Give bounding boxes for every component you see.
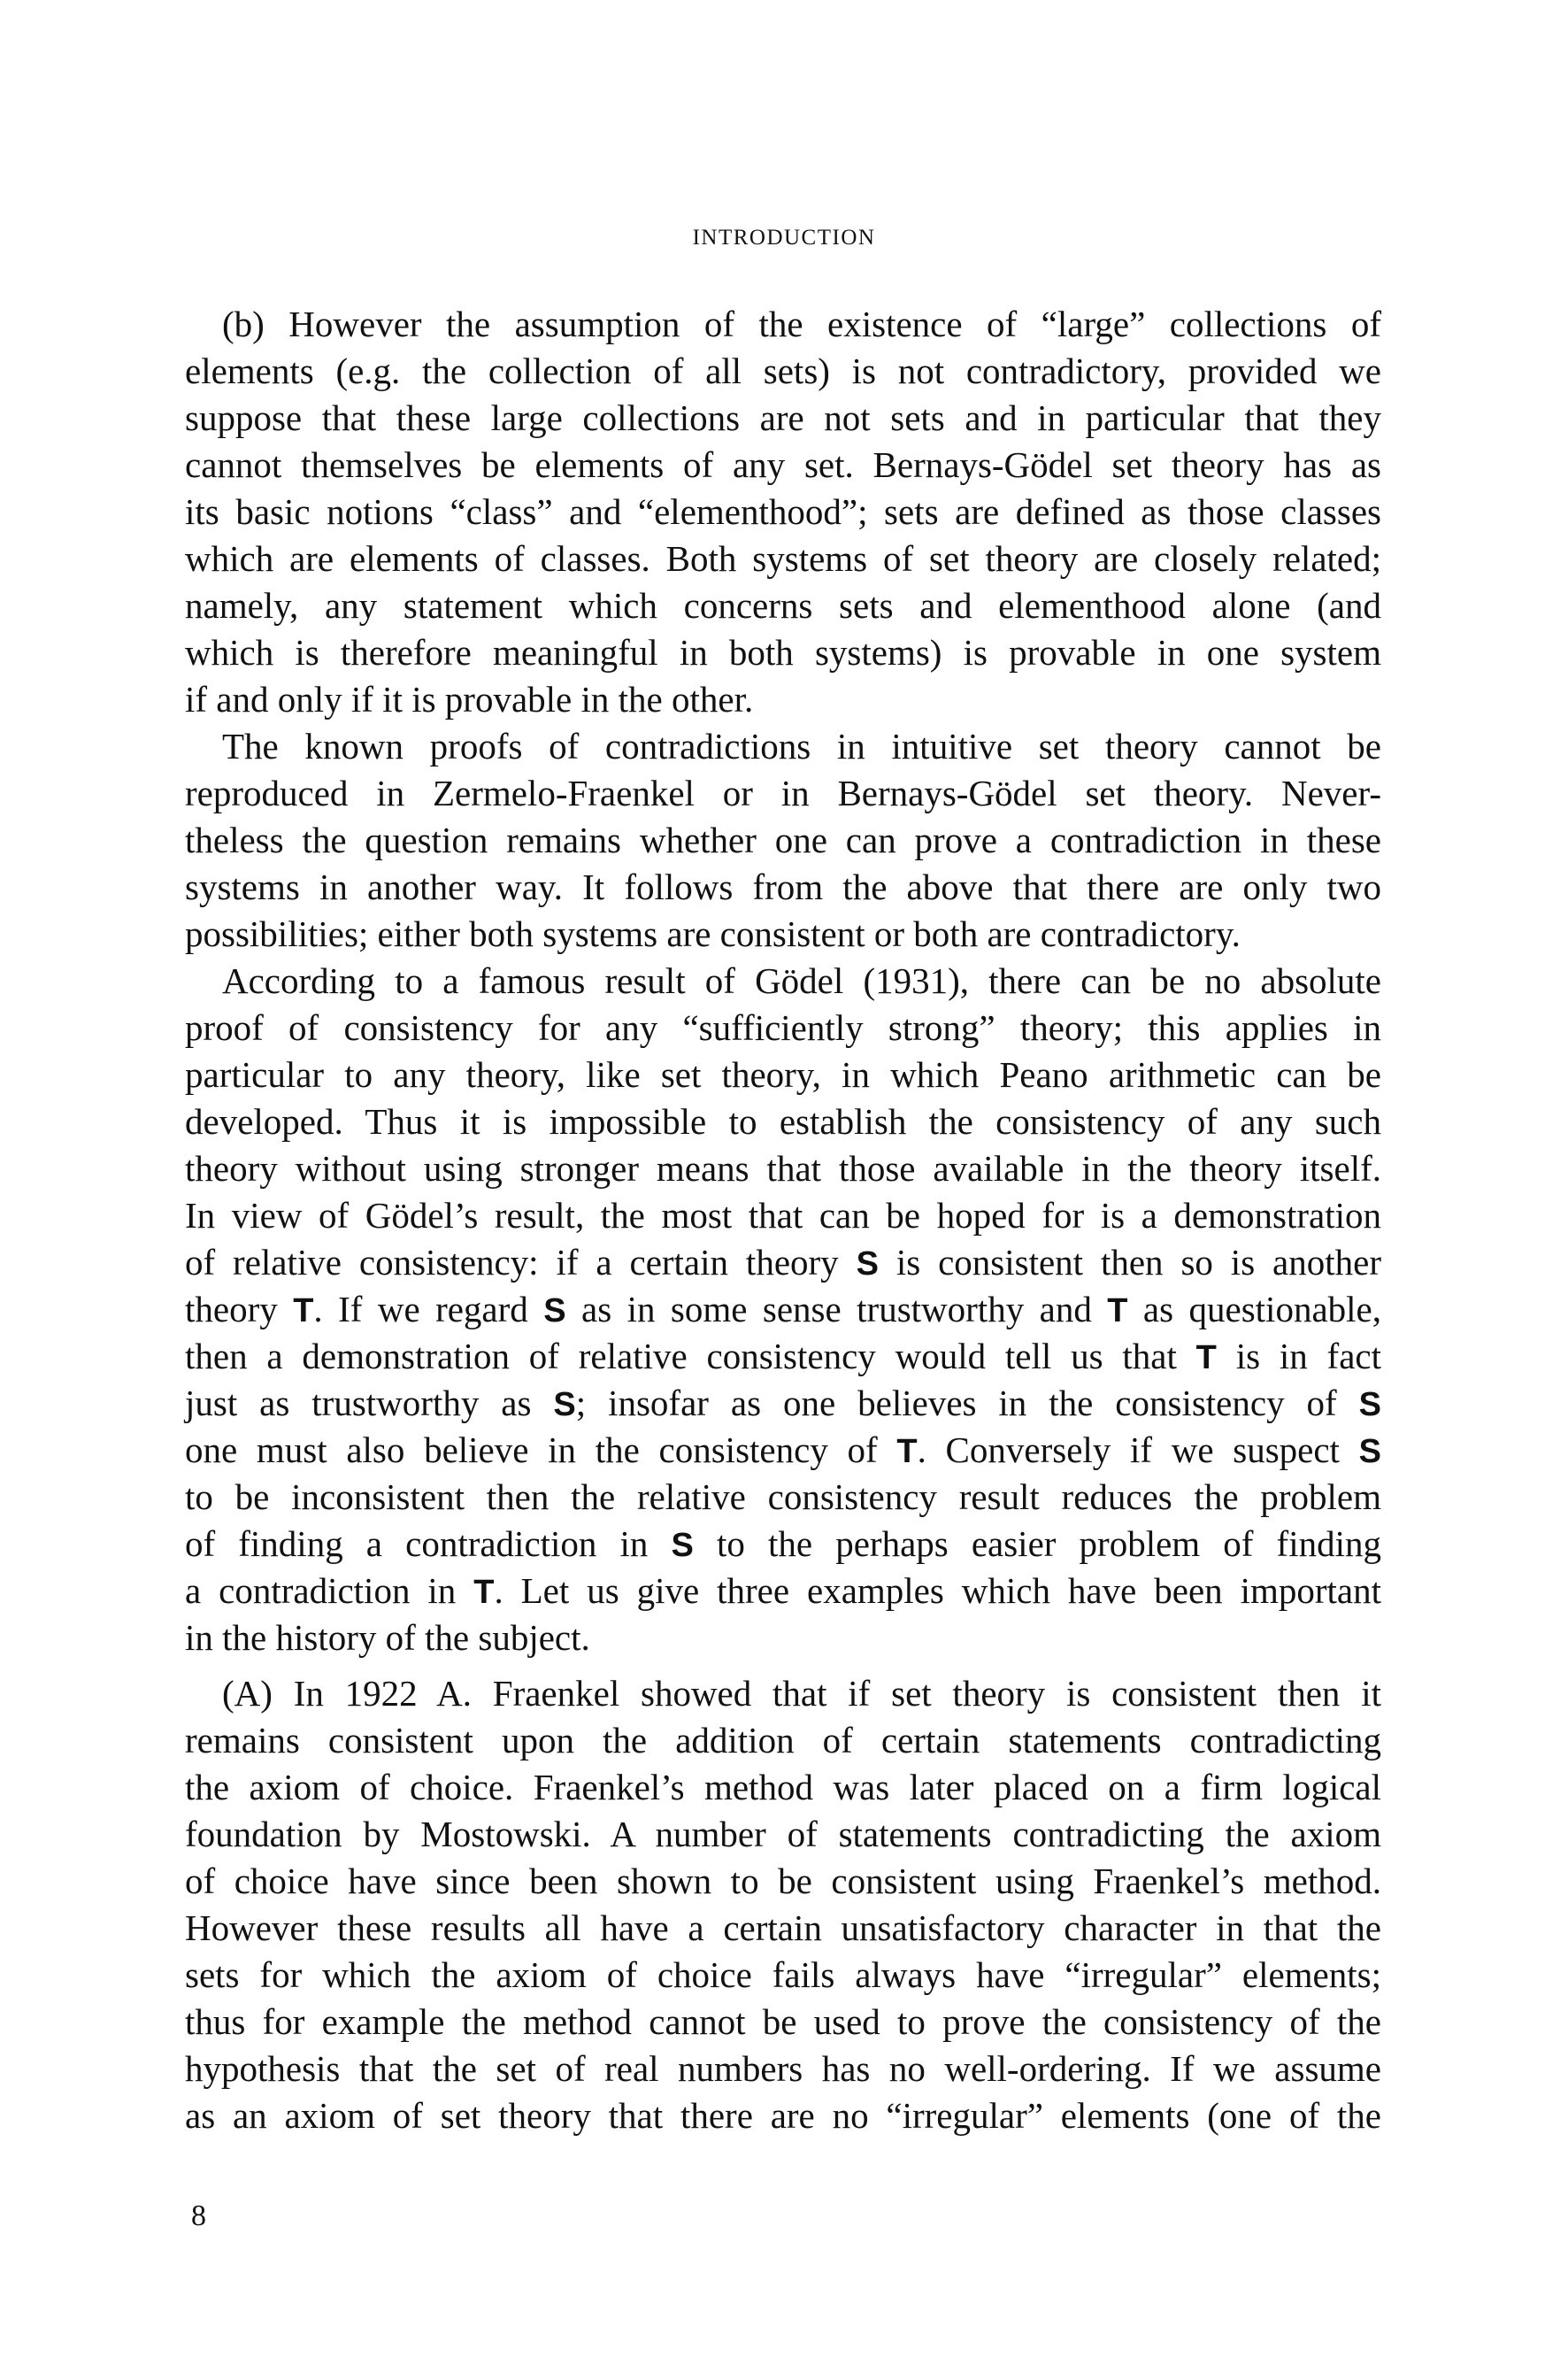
text-line: developed. Thus it is impossible to establish the consistency of any such (185, 1101, 1381, 1142)
text-line: systems in another way. It follows from the above that there are only two (185, 867, 1381, 907)
theory-symbol-S: S (856, 1245, 879, 1283)
text-line: to be inconsistent then the relative consistency result reduces the problem (185, 1476, 1381, 1517)
paragraph-godel-result (185, 958, 1381, 1661)
text-line: possibilities; either both systems are consistent or both are contradictory. (185, 913, 1241, 954)
text-line: if and only if it is provable in the other. (185, 679, 754, 720)
text-line: cannot themselves be elements of any set. Bernays-Gödel set theory has as (185, 444, 1381, 485)
text-line: just as trustworthy as S; insofar as one believes in the consistency of S (185, 1383, 1381, 1423)
text-line: as an axiom of set theory that there are no “irregular” elements (one of the (185, 2095, 1381, 2136)
text-line: the axiom of choice. Fraenkel’s method was later placed on a firm logical (185, 1767, 1381, 1807)
text-line: a contradiction in T. Let us give three examples which have been important (185, 1570, 1381, 1611)
text-line: proof of consistency for any “sufficiently strong” theory; this applies in (185, 1007, 1381, 1048)
text-line: in the history of the subject. (185, 1617, 590, 1658)
theory-symbol-S: S (671, 1527, 694, 1564)
text-line: elements (e.g. the collection of all sets) is not contradictory, provided we (185, 351, 1381, 391)
text-line: then a demonstration of relative consistency would tell us that T is in fact (185, 1336, 1381, 1376)
text-line: theory T. If we regard S as in some sense trustworthy and T as questionable, (185, 1289, 1381, 1329)
text-line: (A) In 1922 A. Fraenkel showed that if set theory is consistent then it (222, 1673, 1381, 1714)
body-text (185, 301, 1381, 2139)
text-line: sets for which the axiom of choice fails always have “irregular” elements; (185, 1954, 1381, 1995)
paragraph-known-proofs (185, 723, 1381, 958)
theory-symbol-T: T (896, 1433, 918, 1470)
text-line: of relative consistency: if a certain theory S is consistent then so is another (185, 1242, 1381, 1283)
text-line: theory without using stronger means that those available in the theory itself. (185, 1148, 1381, 1189)
text-line: reproduced in Zermelo-Fraenkel or in Bernays-Gödel set theory. Never- (185, 773, 1381, 813)
text-line: one must also believe in the consistency of T. Conversely if we suspect S (185, 1429, 1381, 1470)
text-line: which is therefore meaningful in both systems) is provable in one system (185, 632, 1381, 673)
theory-symbol-S: S (1358, 1386, 1381, 1423)
text-line: (b) However the assumption of the existence of “large” collections of (222, 304, 1381, 344)
text-line: particular to any theory, like set theory, in which Peano arithmetic can be (185, 1054, 1381, 1095)
theory-symbol-T: T (473, 1574, 495, 1611)
text-line: of choice have since been shown to be consistent using Fraenkel’s method. (185, 1861, 1381, 1901)
text-line: theless the question remains whether one can prove a contradiction in these (185, 820, 1381, 860)
theory-symbol-T: T (293, 1292, 314, 1329)
text-line: of finding a contradiction in S to the perhaps easier problem of finding (185, 1523, 1381, 1564)
text-line: The known proofs of contradictions in intuitive set theory cannot be (222, 726, 1381, 767)
text-line: suppose that these large collections are not sets and in particular that they (185, 397, 1381, 438)
text-line: which are elements of classes. Both systems of set theory are closely related; (185, 538, 1381, 579)
text-line: hypothesis that the set of real numbers has no well-ordering. If we assume (185, 2048, 1381, 2089)
text-line: remains consistent upon the addition of certain statements contradicting (185, 1720, 1381, 1760)
paragraph-b-large-collections (185, 301, 1381, 723)
page-number: 8 (191, 2200, 206, 2232)
text-line: In view of Gödel’s result, the most that can be hoped for is a demonstration (185, 1195, 1381, 1236)
theory-symbol-S: S (553, 1386, 576, 1423)
text-line: its basic notions “class” and “elementhood”; sets are defined as those classes (185, 491, 1381, 532)
text-line: thus for example the method cannot be used to prove the consistency of the (185, 2001, 1381, 2042)
text-line: foundation by Mostowski. A number of statements contradicting the axiom (185, 1814, 1381, 1854)
text-line: However these results all have a certain unsatisfactory character in that the (185, 1907, 1381, 1948)
theory-symbol-S: S (1358, 1433, 1381, 1470)
theory-symbol-S: S (543, 1292, 566, 1329)
running-head: INTRODUCTION (692, 226, 876, 250)
theory-symbol-T: T (1107, 1292, 1128, 1329)
paragraph-A-fraenkel (185, 1670, 1381, 2139)
text-line: According to a famous result of Gödel (1931), there can be no absolute (222, 960, 1381, 1001)
theory-symbol-T: T (1195, 1339, 1217, 1376)
text-line: namely, any statement which concerns sets and elementhood alone (and (185, 585, 1381, 626)
